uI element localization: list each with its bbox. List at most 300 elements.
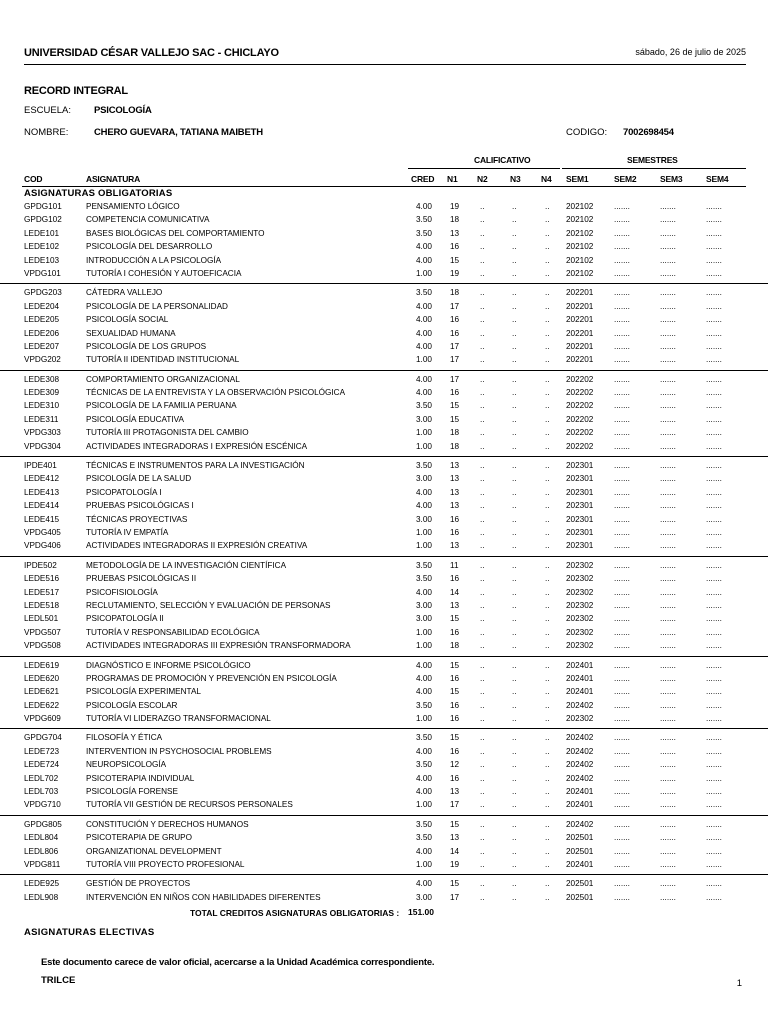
table-row <box>0 627 768 640</box>
table-row <box>0 573 768 586</box>
grade-n2: .. <box>480 879 485 889</box>
table-row <box>0 301 768 314</box>
grade-n3: .. <box>512 879 517 889</box>
course-credits: 3.50 <box>416 461 432 471</box>
semester-1: 202102 <box>566 255 594 265</box>
table-row <box>0 713 768 726</box>
table-row <box>0 400 768 413</box>
course-group <box>0 287 768 370</box>
grade-n3: .. <box>512 487 517 497</box>
university-name: UNIVERSIDAD CÉSAR VALLEJO SAC - CHICLAYO <box>24 47 279 59</box>
course-code: VPDG508 <box>24 641 61 651</box>
grade-n3: .. <box>512 660 517 670</box>
grade-n2: .. <box>480 541 485 551</box>
grade-n2: .. <box>480 487 485 497</box>
grade-n3: .. <box>512 441 517 451</box>
semester-3: ....... <box>660 687 676 697</box>
course-name: BASES BIOLÓGICAS DEL COMPORTAMIENTO <box>86 228 265 238</box>
col-sem4: SEM4 <box>706 174 729 184</box>
semester-2: ....... <box>614 461 630 471</box>
grade-n2: .. <box>480 288 485 298</box>
course-code: IPDE401 <box>24 461 57 471</box>
grade-n4: .. <box>545 714 550 724</box>
course-code: GPDG203 <box>24 288 62 298</box>
semester-1: 202202 <box>566 401 594 411</box>
table-row <box>0 832 768 845</box>
semester-1: 202301 <box>566 514 594 524</box>
course-credits: 3.50 <box>416 733 432 743</box>
semester-3: ....... <box>660 288 676 298</box>
grade-n2: .. <box>480 474 485 484</box>
grade-n4: .. <box>545 428 550 438</box>
grade-n1: 13 <box>450 600 460 610</box>
course-code: LEDE414 <box>24 501 60 511</box>
semester-3: ....... <box>660 819 676 829</box>
course-group <box>0 374 768 457</box>
semester-1: 202402 <box>566 700 594 710</box>
semester-1: 202501 <box>566 846 594 856</box>
table-row <box>0 846 768 859</box>
grade-n1: 17 <box>450 892 460 902</box>
semester-4: ....... <box>706 614 722 624</box>
semester-4: ....... <box>706 600 722 610</box>
semester-2: ....... <box>614 614 630 624</box>
semester-4: ....... <box>706 800 722 810</box>
grade-n1: 15 <box>450 414 460 424</box>
semester-2: ....... <box>614 374 630 384</box>
semester-2: ....... <box>614 501 630 511</box>
grade-n3: .. <box>512 374 517 384</box>
grade-n2: .. <box>480 341 485 351</box>
grade-n1: 16 <box>450 574 460 584</box>
semester-2: ....... <box>614 773 630 783</box>
semester-4: ....... <box>706 760 722 770</box>
semester-2: ....... <box>614 355 630 365</box>
grade-n4: .. <box>545 401 550 411</box>
grade-n1: 13 <box>450 228 460 238</box>
obligatorias-section-title: ASIGNATURAS OBLIGATORIAS <box>24 188 173 199</box>
table-row <box>0 255 768 268</box>
grade-n2: .. <box>480 414 485 424</box>
grade-n4: .. <box>545 202 550 211</box>
table-row <box>0 673 768 686</box>
semester-4: ....... <box>706 560 722 570</box>
course-code: VPDG304 <box>24 441 61 451</box>
course-code: LEDE517 <box>24 587 60 597</box>
course-code: LEDL702 <box>24 773 59 783</box>
course-credits: 4.00 <box>416 846 432 856</box>
course-credits: 1.00 <box>416 441 432 451</box>
semester-2: ....... <box>614 687 630 697</box>
semester-4: ....... <box>706 374 722 384</box>
grade-n4: .. <box>545 474 550 484</box>
grade-n2: .. <box>480 355 485 365</box>
semester-4: ....... <box>706 401 722 411</box>
semester-4: ....... <box>706 501 722 511</box>
table-row <box>0 660 768 673</box>
semester-1: 202202 <box>566 388 594 398</box>
table-row <box>0 773 768 786</box>
grade-n4: .. <box>545 819 550 829</box>
semester-2: ....... <box>614 819 630 829</box>
course-credits: 4.00 <box>416 315 432 325</box>
table-row <box>0 732 768 745</box>
grade-n3: .. <box>512 414 517 424</box>
semester-3: ....... <box>660 514 676 524</box>
semester-4: ....... <box>706 687 722 697</box>
grade-n1: 19 <box>450 202 460 211</box>
table-row <box>0 892 768 905</box>
grade-n4: .. <box>545 746 550 756</box>
semester-2: ....... <box>614 859 630 869</box>
semester-4: ....... <box>706 746 722 756</box>
course-name: COMPORTAMIENTO ORGANIZACIONAL <box>86 374 240 384</box>
grade-n1: 13 <box>450 487 460 497</box>
grade-n4: .. <box>545 315 550 325</box>
course-credits: 4.00 <box>416 301 432 311</box>
grade-n1: 15 <box>450 819 460 829</box>
grade-n1: 18 <box>450 288 460 298</box>
course-name: TUTORÍA IV EMPATÍA <box>86 527 169 537</box>
table-row <box>0 414 768 427</box>
table-row <box>0 540 768 553</box>
semester-3: ....... <box>660 374 676 384</box>
grade-n1: 16 <box>450 328 460 338</box>
semester-1: 202402 <box>566 819 594 829</box>
grade-n3: .. <box>512 355 517 365</box>
grade-n4: .. <box>545 760 550 770</box>
semester-4: ....... <box>706 879 722 889</box>
course-credits: 3.50 <box>416 574 432 584</box>
codigo-label: CODIGO: <box>566 127 608 138</box>
grade-n1: 17 <box>450 800 460 810</box>
grade-n4: .. <box>545 527 550 537</box>
course-code: LEDE101 <box>24 228 60 238</box>
table-row <box>0 427 768 440</box>
grade-n3: .. <box>512 746 517 756</box>
course-code: LEDE413 <box>24 487 60 497</box>
semester-4: ....... <box>706 892 722 902</box>
grade-n1: 16 <box>450 388 460 398</box>
semester-3: ....... <box>660 800 676 810</box>
grade-n1: 16 <box>450 242 460 252</box>
table-row <box>0 214 768 227</box>
course-group <box>0 201 768 284</box>
semester-1: 202402 <box>566 773 594 783</box>
col-n3: N3 <box>510 174 521 184</box>
semester-3: ....... <box>660 733 676 743</box>
semester-1: 202302 <box>566 627 594 637</box>
table-row <box>0 314 768 327</box>
semester-1: 202402 <box>566 760 594 770</box>
semester-1: 202102 <box>566 228 594 238</box>
grade-n2: .. <box>480 388 485 398</box>
course-credits: 1.00 <box>416 355 432 365</box>
semester-3: ....... <box>660 627 676 637</box>
semester-2: ....... <box>614 328 630 338</box>
semester-2: ....... <box>614 315 630 325</box>
grade-n3: .. <box>512 600 517 610</box>
semester-3: ....... <box>660 600 676 610</box>
course-credits: 3.00 <box>416 474 432 484</box>
grade-n1: 16 <box>450 700 460 710</box>
grade-n2: .. <box>480 574 485 584</box>
course-code: LEDE619 <box>24 660 60 670</box>
semester-3: ....... <box>660 760 676 770</box>
grade-n4: .. <box>545 514 550 524</box>
semester-4: ....... <box>706 288 722 298</box>
table-row <box>0 500 768 513</box>
grade-n4: .. <box>545 301 550 311</box>
semester-1: 202301 <box>566 474 594 484</box>
grade-n2: .. <box>480 527 485 537</box>
course-name: TUTORÍA II IDENTIDAD INSTITUCIONAL <box>86 355 240 365</box>
semester-2: ....... <box>614 879 630 889</box>
course-code: VPDG406 <box>24 541 61 551</box>
semester-2: ....... <box>614 892 630 902</box>
course-credits: 4.00 <box>416 328 432 338</box>
grade-n2: .. <box>480 228 485 238</box>
course-credits: 3.00 <box>416 892 432 902</box>
table-row <box>0 487 768 500</box>
semester-1: 202401 <box>566 687 594 697</box>
semester-3: ....... <box>660 202 676 211</box>
table-row <box>0 600 768 613</box>
course-credits: 1.00 <box>416 641 432 651</box>
semester-4: ....... <box>706 355 722 365</box>
semester-3: ....... <box>660 614 676 624</box>
course-name: PSICOFISIOLOGÍA <box>86 587 158 597</box>
semester-3: ....... <box>660 641 676 651</box>
grade-n4: .. <box>545 574 550 584</box>
grade-n1: 14 <box>450 587 460 597</box>
semester-2: ....... <box>614 587 630 597</box>
grade-n3: .. <box>512 773 517 783</box>
semester-1: 202102 <box>566 215 594 225</box>
course-name: CONSTITUCIÓN Y DERECHOS HUMANOS <box>86 819 249 829</box>
course-name: RECLUTAMIENTO, SELECCIÓN Y EVALUACIÓN DE PERSONAS <box>86 600 331 610</box>
table-row <box>0 341 768 354</box>
semester-2: ....... <box>614 800 630 810</box>
course-name: GESTIÓN DE PROYECTOS <box>86 879 191 889</box>
course-code: LEDE620 <box>24 673 60 683</box>
semester-2: ....... <box>614 228 630 238</box>
table-row <box>0 201 768 214</box>
semester-3: ....... <box>660 255 676 265</box>
grade-n4: .. <box>545 800 550 810</box>
semester-4: ....... <box>706 587 722 597</box>
grade-n2: .. <box>480 428 485 438</box>
course-credits: 4.00 <box>416 374 432 384</box>
semester-4: ....... <box>706 641 722 651</box>
grade-n1: 16 <box>450 673 460 683</box>
semester-2: ....... <box>614 288 630 298</box>
semester-3: ....... <box>660 560 676 570</box>
course-code: LEDE925 <box>24 879 60 889</box>
grade-n1: 16 <box>450 714 460 724</box>
grade-n2: .. <box>480 587 485 597</box>
grade-n3: .. <box>512 574 517 584</box>
semester-4: ....... <box>706 673 722 683</box>
grade-n3: .. <box>512 733 517 743</box>
course-code: GPDG704 <box>24 733 62 743</box>
course-name: TUTORÍA VII GESTIÓN DE RECURSOS PERSONALES <box>86 800 293 810</box>
grade-n4: .. <box>545 414 550 424</box>
semester-1: 202201 <box>566 355 594 365</box>
grade-n3: .. <box>512 202 517 211</box>
grade-n2: .. <box>480 441 485 451</box>
grade-n3: .. <box>512 315 517 325</box>
col-sem3: SEM3 <box>660 174 683 184</box>
semester-1: 202201 <box>566 341 594 351</box>
semestres-underline <box>562 168 746 169</box>
grade-n2: .. <box>480 268 485 278</box>
semester-2: ....... <box>614 527 630 537</box>
grade-n1: 13 <box>450 833 460 843</box>
grade-n1: 18 <box>450 641 460 651</box>
course-code: LEDE621 <box>24 687 60 697</box>
course-name: ACTIVIDADES INTEGRADORAS I EXPRESIÓN ESCÉNICA <box>86 441 308 451</box>
semester-1: 202102 <box>566 202 594 211</box>
course-credits: 4.00 <box>416 773 432 783</box>
semester-2: ....... <box>614 474 630 484</box>
course-code: GPDG102 <box>24 215 62 225</box>
course-credits: 4.00 <box>416 660 432 670</box>
grade-n1: 15 <box>450 255 460 265</box>
course-credits: 3.50 <box>416 700 432 710</box>
report-date: sábado, 26 de julio de 2025 <box>635 47 746 57</box>
grade-n3: .. <box>512 255 517 265</box>
semester-2: ....... <box>614 600 630 610</box>
semester-3: ....... <box>660 879 676 889</box>
grade-n4: .. <box>545 587 550 597</box>
semester-1: 202301 <box>566 501 594 511</box>
grade-n3: .. <box>512 215 517 225</box>
semester-2: ....... <box>614 714 630 724</box>
semester-1: 202202 <box>566 374 594 384</box>
grade-n1: 19 <box>450 859 460 869</box>
semester-1: 202501 <box>566 892 594 902</box>
grade-n1: 13 <box>450 501 460 511</box>
grade-n2: .. <box>480 614 485 624</box>
semester-3: ....... <box>660 315 676 325</box>
col-n4: N4 <box>541 174 552 184</box>
semester-4: ....... <box>706 833 722 843</box>
semester-4: ....... <box>706 859 722 869</box>
semester-3: ....... <box>660 700 676 710</box>
grade-n4: .. <box>545 733 550 743</box>
grade-n4: .. <box>545 501 550 511</box>
grade-n4: .. <box>545 255 550 265</box>
course-name: TÉCNICAS DE LA ENTREVISTA Y LA OBSERVACIÓN PSICOLÓGICA <box>86 388 346 398</box>
table-row <box>0 587 768 600</box>
semester-3: ....... <box>660 441 676 451</box>
course-name: PSICOLOGÍA DE LA PERSONALIDAD <box>86 301 228 311</box>
semester-3: ....... <box>660 461 676 471</box>
grade-n3: .. <box>512 587 517 597</box>
grade-n2: .. <box>480 374 485 384</box>
course-name: ORGANIZATIONAL DEVELOPMENT <box>86 846 222 856</box>
semester-3: ....... <box>660 228 676 238</box>
semester-1: 202201 <box>566 328 594 338</box>
grade-n4: .. <box>545 242 550 252</box>
course-credits: 4.00 <box>416 746 432 756</box>
course-name: NEUROPSICOLOGÍA <box>86 760 167 770</box>
escuela-value: PSICOLOGÍA <box>94 105 152 116</box>
grade-n1: 18 <box>450 215 460 225</box>
semester-3: ....... <box>660 892 676 902</box>
grade-n4: .. <box>545 660 550 670</box>
col-sem2: SEM2 <box>614 174 637 184</box>
course-code: LEDE206 <box>24 328 60 338</box>
course-name: TÉCNICAS E INSTRUMENTOS PARA LA INVESTIGACIÓN <box>86 461 305 471</box>
grade-n1: 15 <box>450 614 460 624</box>
course-name: PSICOLOGÍA EXPERIMENTAL <box>86 687 201 697</box>
electivas-section-title: ASIGNATURAS ELECTIVAS <box>24 927 155 938</box>
course-code: LEDL804 <box>24 833 59 843</box>
course-name: INTRODUCCIÓN A LA PSICOLOGÍA <box>86 255 222 265</box>
grade-n1: 16 <box>450 773 460 783</box>
semester-4: ....... <box>706 714 722 724</box>
grade-n3: .. <box>512 846 517 856</box>
grade-n2: .. <box>480 242 485 252</box>
grade-n4: .. <box>545 461 550 471</box>
course-group <box>0 878 768 907</box>
semester-1: 202501 <box>566 833 594 843</box>
semester-1: 202301 <box>566 461 594 471</box>
grade-n2: .. <box>480 600 485 610</box>
semester-2: ....... <box>614 341 630 351</box>
grade-n2: .. <box>480 787 485 797</box>
semester-1: 202301 <box>566 541 594 551</box>
semester-2: ....... <box>614 401 630 411</box>
grade-n2: .. <box>480 714 485 724</box>
course-name: PENSAMIENTO LÓGICO <box>86 202 180 211</box>
semester-1: 202302 <box>566 560 594 570</box>
header-divider <box>24 64 746 65</box>
course-credits: 4.00 <box>416 587 432 597</box>
grade-n1: 15 <box>450 401 460 411</box>
grade-n4: .. <box>545 787 550 797</box>
grade-n3: .. <box>512 388 517 398</box>
grade-n3: .. <box>512 833 517 843</box>
disclaimer-note: Este documento carece de valor oficial, acercarse a la Unidad Académica correspondiente. <box>41 957 435 968</box>
grade-n1: 13 <box>450 787 460 797</box>
table-row <box>0 268 768 281</box>
semester-1: 202501 <box>566 879 594 889</box>
grade-n2: .. <box>480 746 485 756</box>
semester-4: ....... <box>706 388 722 398</box>
grade-n1: 16 <box>450 627 460 637</box>
course-code: LEDE412 <box>24 474 60 484</box>
table-row <box>0 287 768 300</box>
grade-n1: 18 <box>450 441 460 451</box>
grade-n2: .. <box>480 215 485 225</box>
grade-n1: 18 <box>450 428 460 438</box>
semester-2: ....... <box>614 514 630 524</box>
course-code: VPDG405 <box>24 527 61 537</box>
course-code: LEDE311 <box>24 414 59 424</box>
semester-1: 202402 <box>566 733 594 743</box>
course-name: TUTORÍA VI LIDERAZGO TRANSFORMACIONAL <box>86 714 271 724</box>
semester-2: ....... <box>614 787 630 797</box>
semester-4: ....... <box>706 819 722 829</box>
course-code: LEDE518 <box>24 600 60 610</box>
grade-n4: .. <box>545 288 550 298</box>
grade-n3: .. <box>512 514 517 524</box>
table-row <box>0 374 768 387</box>
grade-n1: 16 <box>450 315 460 325</box>
